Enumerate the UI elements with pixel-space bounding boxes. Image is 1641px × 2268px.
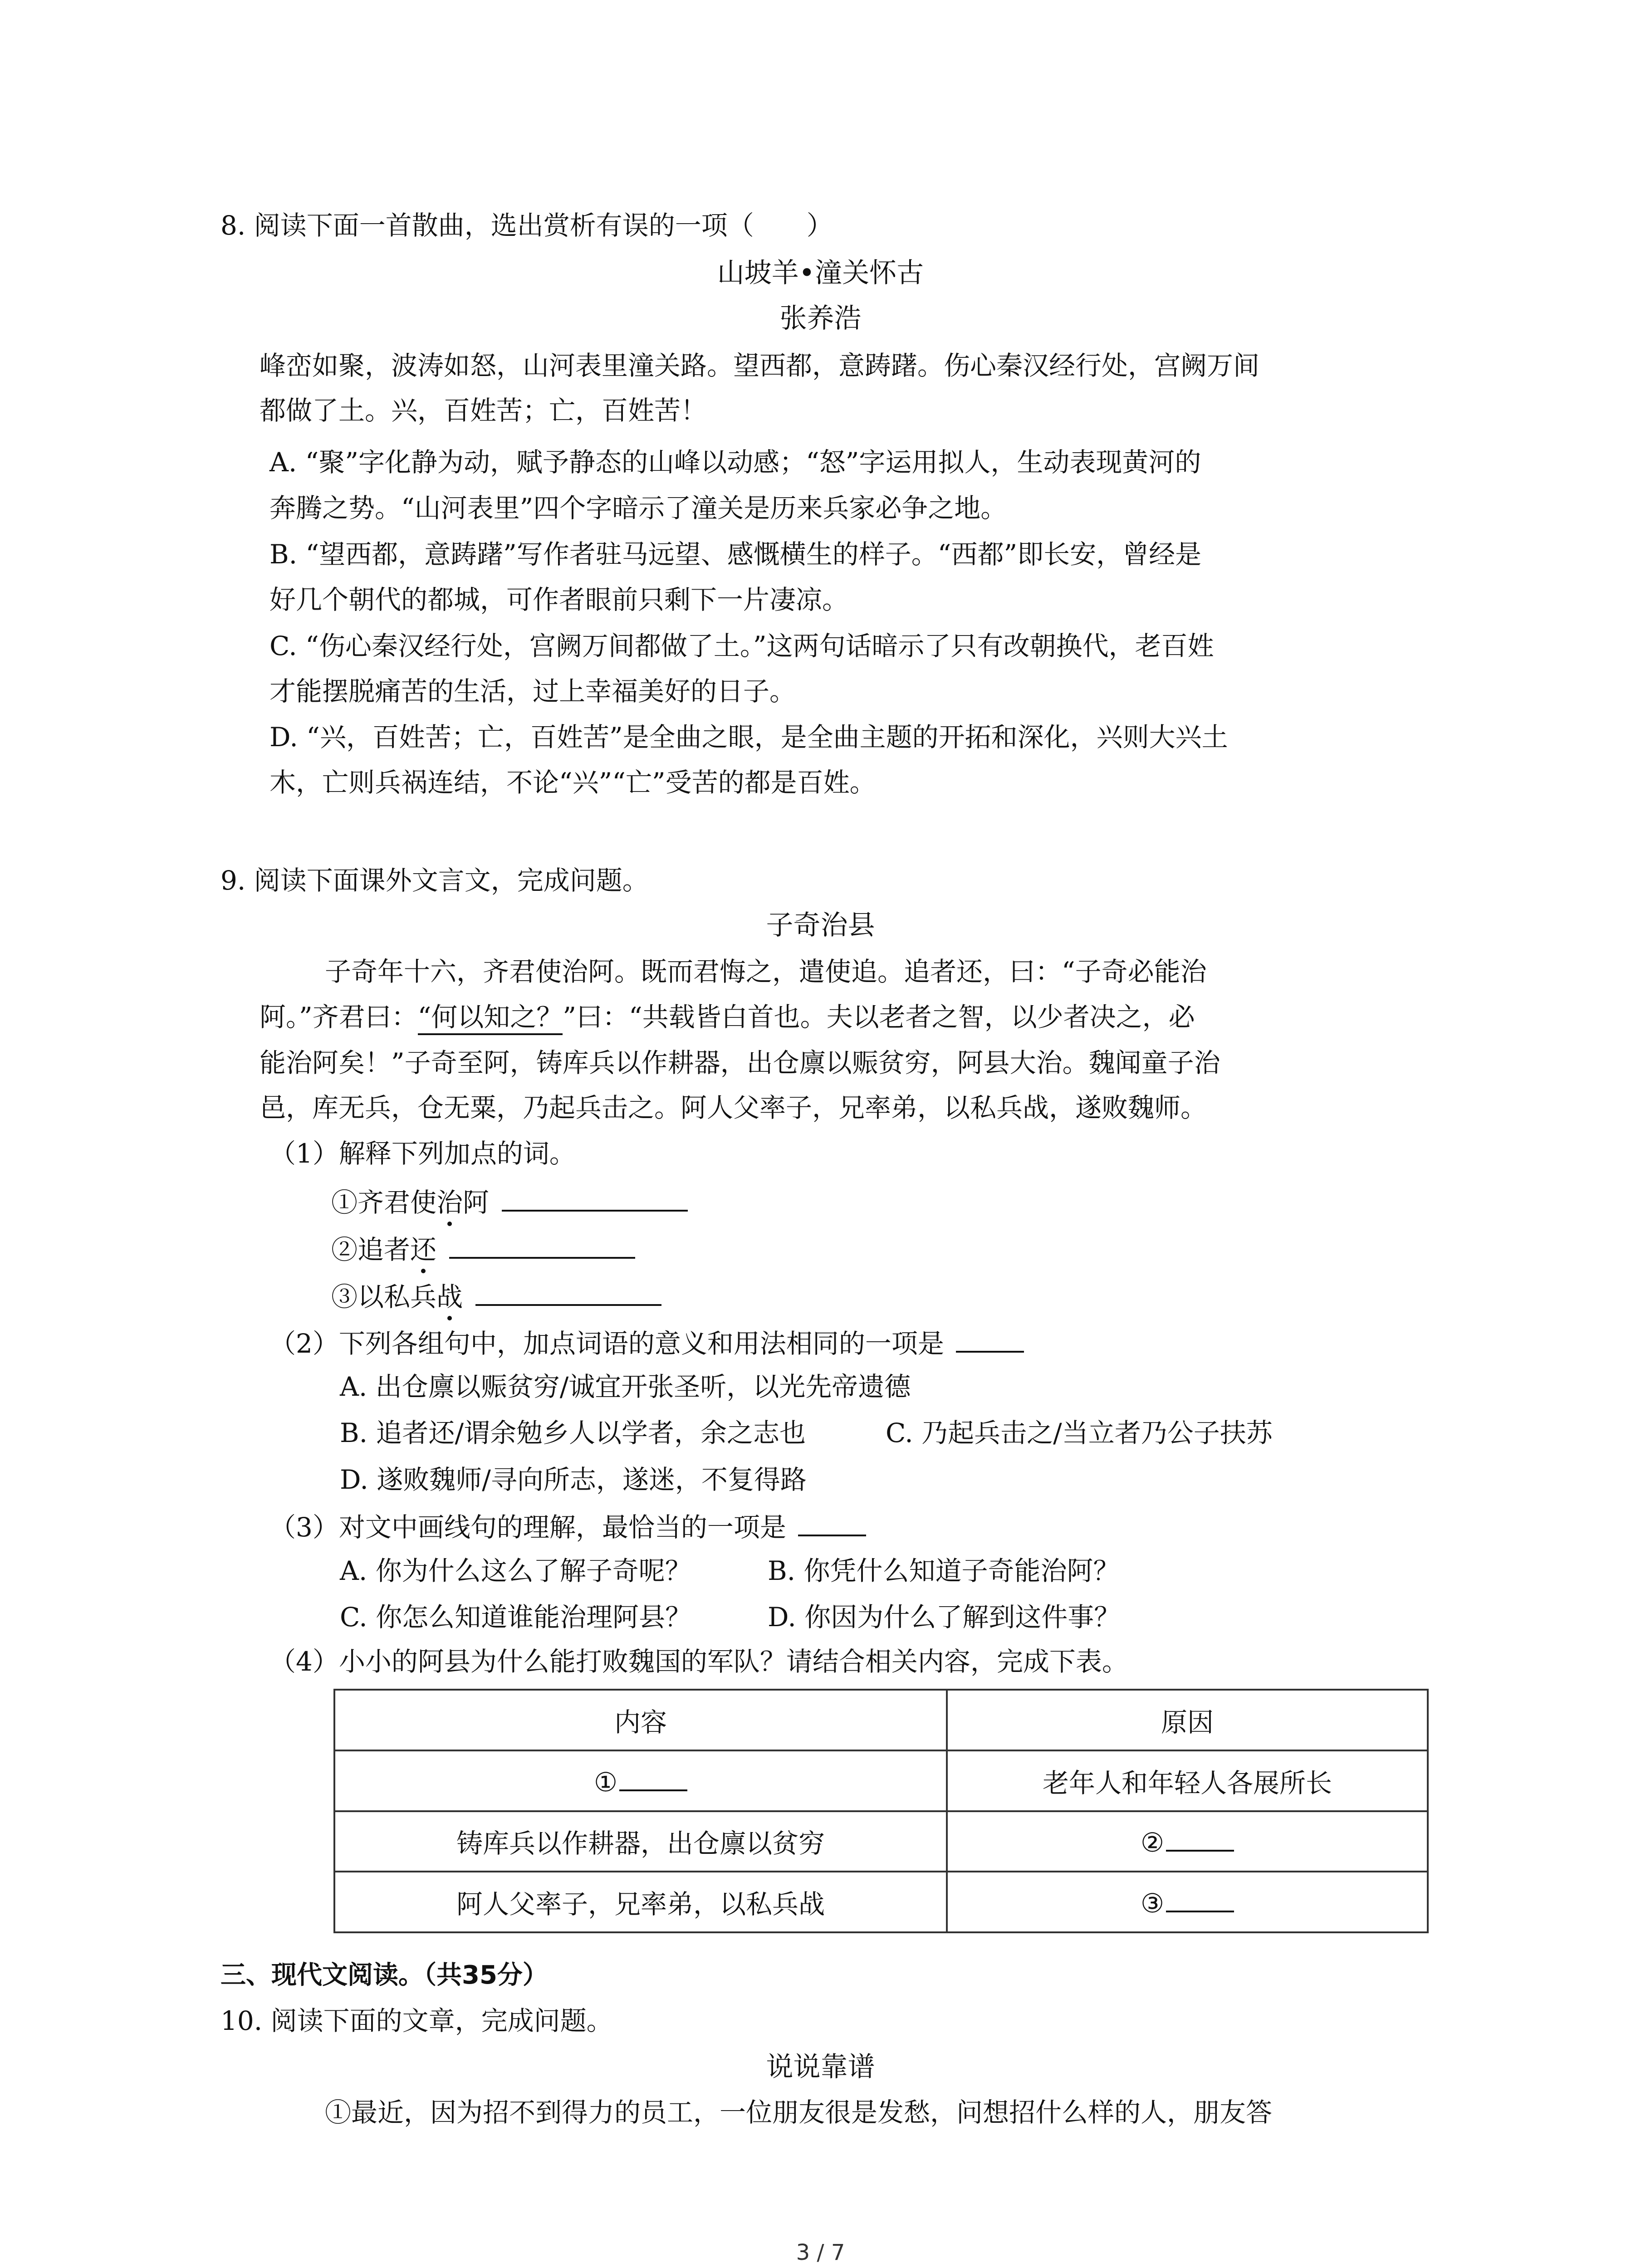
- sub2-option-d: D. 遂败魏师/寻向所志，遂迷，不复得路: [340, 1464, 807, 1495]
- cell-text: ②: [1141, 1827, 1164, 1858]
- table-header-row: [334, 1690, 1428, 1750]
- table-row: [334, 1750, 1428, 1811]
- poem-line: 都做了土。兴，百姓苦；亡，百姓苦！: [260, 395, 707, 426]
- q8-option-c-line1: C. “伤心秦汉经行处，宫阙万间都做了土。”这两句话暗示了只有改朝换代，老百姓: [269, 631, 1214, 661]
- answer-blank[interactable]: [619, 1764, 687, 1791]
- poem-line: 峰峦如聚，波涛如怒，山河表里潼关路。望西都，意踌躇。伤心秦汉经行处，宫阙万间: [260, 350, 1260, 381]
- table-cell: [334, 1750, 947, 1811]
- table-cell: 铸库兵以作耕器，出仓廪以贫穷: [334, 1811, 947, 1872]
- q8-option-a-line2: 奔腾之势。“山河表里”四个字暗示了潼关是历来兵家必争之地。: [269, 493, 1007, 523]
- answer-blank[interactable]: [1166, 1885, 1234, 1912]
- dotted-word: 战: [436, 1281, 463, 1312]
- table-cell: [947, 1811, 1428, 1872]
- item-text: ①齐君使: [331, 1187, 437, 1218]
- q8-option-b-line2: 好几个朝代的都城，可作者眼前只剩下一片凄凉。: [269, 584, 849, 615]
- table-header: 内容: [334, 1690, 947, 1750]
- item-text: ③以私兵: [331, 1281, 437, 1312]
- cell-text: ③: [1141, 1888, 1164, 1919]
- section-heading: 三、现代文阅读。（共35分）: [220, 1960, 548, 1990]
- item-text: 阿: [463, 1187, 490, 1218]
- poem-title: 山坡羊•潼关怀古: [717, 257, 924, 289]
- sub2-label: [269, 1325, 1024, 1359]
- dotted-word: 还: [410, 1234, 437, 1265]
- table-cell: 老年人和年轻人各展所长: [947, 1750, 1428, 1811]
- passage-line: 邑，库无兵，仓无粟，乃起兵击之。阿人父率子，兄率弟，以私兵战，遂败魏师。: [260, 1092, 1207, 1123]
- passage-text: ”曰：“共载皆白首也。夫以老者之智，以少者决之，必: [563, 1002, 1195, 1032]
- q9-stem: 9. 阅读下面课外文言文，完成问题。: [220, 865, 649, 896]
- sub1-label: （1）解释下列加点的词。: [269, 1138, 576, 1169]
- answer-table: [333, 1689, 1429, 1933]
- underlined-sentence: “何以知之？: [418, 1002, 563, 1035]
- q8-option-d-line1: D. “兴，百姓苦；亡，百姓苦”是全曲之眼，是全曲主题的开拓和深化，兴则大兴土: [269, 722, 1228, 753]
- q8-option-c-line2: 才能摆脱痛苦的生活，过上幸福美好的日子。: [269, 676, 796, 707]
- page-number: 3 / 7: [796, 2240, 845, 2265]
- sub3-option-c: C. 你怎么知道谁能治理阿县？: [340, 1602, 692, 1633]
- item-text: ②追者: [331, 1234, 411, 1265]
- dotted-word: 治: [436, 1187, 463, 1218]
- table-row: [334, 1811, 1428, 1872]
- sub3-option-d: D. 你因为什么了解到这件事？: [768, 1602, 1121, 1633]
- q8-option-b-line1: B. “望西都，意踌躇”写作者驻马远望、感慨横生的样子。“西都”即长安，曾经是: [269, 539, 1202, 570]
- table-cell: 阿人父率子，兄率弟，以私兵战: [334, 1872, 947, 1932]
- passage-line: 能治阿矣！”子奇至阿，铸库兵以作耕器，出仓廪以赈贫穷，阿县大治。魏闻童子治: [260, 1047, 1220, 1078]
- sub2-label-text: （2）下列各组句中，加点词语的意义和用法相同的一项是: [269, 1328, 944, 1359]
- q8-stem: 8. 阅读下面一首散曲，选出赏析有误的一项（ ）: [220, 210, 833, 241]
- passage-line: 子奇年十六，齐君使治阿。既而君悔之，遣使追。追者还，曰：“子奇必能治: [325, 956, 1207, 987]
- sub3-label: [269, 1509, 866, 1543]
- sub4-label: （4）小小的阿县为什么能打败魏国的军队？请结合相关内容，完成下表。: [269, 1646, 1128, 1677]
- article-title: 说说靠谱: [766, 2051, 875, 2083]
- answer-blank[interactable]: [1166, 1824, 1234, 1852]
- answer-blank[interactable]: [956, 1325, 1024, 1353]
- passage-text: 阿。”齐君曰：: [260, 1002, 418, 1032]
- table-header: 原因: [947, 1690, 1428, 1750]
- sub2-option-b: B. 追者还/谓余勉乡人以学者，余之志也: [340, 1418, 806, 1448]
- q8-option-d-line2: 木，亡则兵祸连结，不论“兴”“亡”受苦的都是百姓。: [269, 767, 876, 798]
- sub2-option-a: A. 出仓廪以赈贫穷/诚宜开张圣听，以光先帝遗德: [340, 1371, 911, 1402]
- q10-stem: 10. 阅读下面的文章，完成问题。: [220, 2005, 613, 2036]
- sub1-item: [331, 1232, 635, 1266]
- sub3-option-b: B. 你凭什么知道子奇能治阿？: [768, 1555, 1120, 1586]
- article-line: ①最近，因为招不到得力的员工，一位朋友很是发愁，问想招什么样的人，朋友答: [325, 2097, 1273, 2128]
- table-cell: [947, 1872, 1428, 1932]
- cell-text: ①: [594, 1766, 617, 1798]
- sub3-label-text: （3）对文中画线句的理解，最恰当的一项是: [269, 1512, 786, 1543]
- answer-blank[interactable]: [502, 1184, 688, 1212]
- sub2-option-c: C. 乃起兵击之/当立者乃公子扶苏: [886, 1418, 1273, 1448]
- answer-blank[interactable]: [798, 1509, 866, 1536]
- poem-author: 张养浩: [779, 303, 862, 334]
- answer-blank[interactable]: [475, 1279, 661, 1306]
- sub3-option-a: A. 你为什么这么了解子奇呢？: [340, 1555, 691, 1586]
- answer-blank[interactable]: [449, 1232, 635, 1259]
- sub1-item: [331, 1184, 688, 1218]
- passage-line-underlined: [260, 1001, 1195, 1033]
- q8-option-a-line1: A. “聚”字化静为动，赋予静态的山峰以动感；“怒”字运用拟人，生动表现黄河的: [269, 447, 1201, 478]
- passage-title: 子奇治县: [766, 909, 875, 941]
- table-row: [334, 1872, 1428, 1932]
- sub1-item: [331, 1279, 661, 1313]
